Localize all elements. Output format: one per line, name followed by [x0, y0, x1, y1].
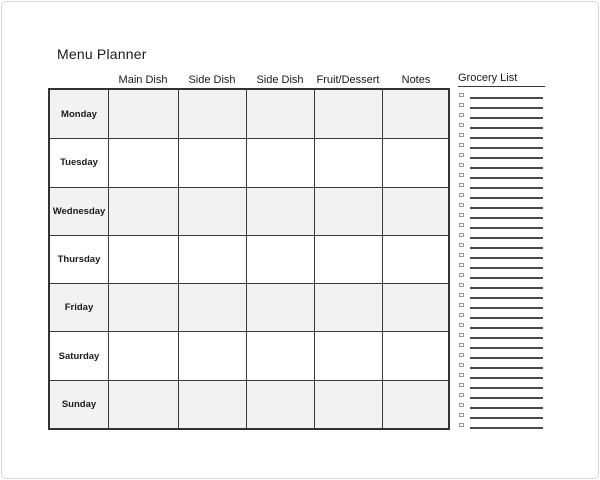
meal-cell[interactable]	[178, 381, 246, 428]
grocery-item[interactable]	[458, 169, 545, 179]
grocery-item[interactable]	[458, 259, 545, 269]
checkbox-icon[interactable]	[459, 193, 464, 198]
meal-cell[interactable]	[314, 284, 382, 331]
meal-cell[interactable]	[314, 236, 382, 283]
write-line	[470, 97, 544, 99]
write-line	[470, 397, 544, 399]
grocery-item[interactable]	[458, 389, 545, 399]
planner-row	[50, 283, 448, 331]
meal-cell[interactable]	[178, 90, 246, 138]
meal-cell[interactable]	[108, 381, 178, 428]
meal-cell[interactable]	[382, 332, 448, 379]
write-line	[470, 117, 544, 119]
write-line	[470, 157, 544, 159]
checkbox-icon[interactable]	[459, 313, 464, 318]
column-header-side-dish-2: Side Dish	[256, 74, 304, 86]
meal-cell[interactable]	[108, 139, 178, 186]
day-label: Monday	[61, 108, 97, 120]
write-line	[470, 327, 544, 329]
meal-cell[interactable]	[108, 90, 178, 138]
meal-cell[interactable]	[246, 236, 314, 283]
write-line	[470, 337, 544, 339]
grocery-item[interactable]	[458, 149, 545, 159]
write-line	[470, 207, 544, 209]
meal-cell[interactable]	[246, 284, 314, 331]
write-line	[470, 367, 544, 369]
grocery-item[interactable]	[458, 219, 545, 229]
meal-cell[interactable]	[314, 139, 382, 186]
page-title: Menu Planner	[57, 46, 147, 62]
write-line	[470, 427, 544, 429]
write-line	[470, 187, 544, 189]
grocery-items	[458, 89, 545, 429]
write-line	[470, 307, 544, 309]
grocery-item[interactable]	[458, 339, 545, 349]
meal-cell[interactable]	[314, 381, 382, 428]
write-line	[470, 167, 544, 169]
grocery-item[interactable]	[458, 109, 545, 119]
write-line	[470, 407, 544, 409]
meal-cell[interactable]	[382, 188, 448, 235]
day-label: Sunday	[61, 398, 97, 410]
column-header-side-dish-1: Side Dish	[188, 74, 236, 86]
grocery-item[interactable]	[458, 359, 545, 369]
checkbox-icon[interactable]	[459, 203, 464, 208]
checkbox-icon[interactable]	[459, 103, 464, 108]
checkbox-icon[interactable]	[459, 143, 464, 148]
planner-row	[50, 235, 448, 283]
checkbox-icon[interactable]	[459, 333, 464, 338]
meal-cell[interactable]	[108, 188, 178, 235]
checkbox-icon[interactable]	[459, 153, 464, 158]
checkbox-icon[interactable]	[459, 223, 464, 228]
meal-cell[interactable]	[178, 284, 246, 331]
write-line	[470, 227, 544, 229]
checkbox-icon[interactable]	[459, 113, 464, 118]
planner-row	[50, 90, 448, 138]
write-line	[470, 297, 544, 299]
grocery-item[interactable]	[458, 199, 545, 209]
write-line	[470, 237, 544, 239]
checkbox-icon[interactable]	[459, 123, 464, 128]
checkbox-icon[interactable]	[459, 283, 464, 288]
checkbox-icon[interactable]	[459, 243, 464, 248]
grocery-item[interactable]	[458, 179, 545, 189]
column-header-main-dish: Main Dish	[118, 74, 168, 86]
write-line	[470, 197, 544, 199]
grocery-item[interactable]	[458, 139, 545, 149]
checkbox-icon[interactable]	[459, 353, 464, 358]
grocery-item[interactable]	[458, 129, 545, 139]
write-line	[470, 177, 544, 179]
grocery-item[interactable]	[458, 409, 545, 419]
planner-table	[48, 88, 450, 430]
checkbox-icon[interactable]	[459, 163, 464, 168]
checkbox-icon[interactable]	[459, 273, 464, 278]
write-line	[470, 267, 544, 269]
meal-cell[interactable]	[246, 332, 314, 379]
meal-cell[interactable]	[314, 90, 382, 138]
grocery-item[interactable]	[458, 379, 545, 389]
checkbox-icon[interactable]	[459, 423, 464, 428]
write-line	[470, 417, 544, 419]
grocery-item[interactable]	[458, 89, 545, 99]
grocery-item[interactable]	[458, 289, 545, 299]
grocery-item[interactable]	[458, 249, 545, 259]
column-header-notes: Notes	[401, 74, 431, 86]
write-line	[470, 137, 544, 139]
grocery-item[interactable]	[458, 299, 545, 309]
column-headers	[48, 73, 450, 88]
write-line	[470, 127, 544, 129]
meal-cell[interactable]	[246, 188, 314, 235]
meal-cell[interactable]	[382, 139, 448, 186]
write-line	[470, 147, 544, 149]
checkbox-icon[interactable]	[459, 253, 464, 258]
checkbox-icon[interactable]	[459, 133, 464, 138]
checkbox-icon[interactable]	[459, 93, 464, 98]
meal-cell[interactable]	[314, 188, 382, 235]
write-line	[470, 287, 544, 289]
grocery-item[interactable]	[458, 119, 545, 129]
grocery-item[interactable]	[458, 99, 545, 109]
meal-cell[interactable]	[314, 332, 382, 379]
meal-cell[interactable]	[108, 332, 178, 379]
checkbox-icon[interactable]	[459, 293, 464, 298]
checkbox-icon[interactable]	[459, 233, 464, 238]
meal-cell[interactable]	[178, 236, 246, 283]
day-label: Saturday	[58, 350, 100, 362]
checkbox-icon[interactable]	[459, 363, 464, 368]
write-line	[470, 107, 544, 109]
planner-row	[50, 380, 448, 428]
write-line	[470, 247, 544, 249]
meal-cell[interactable]	[108, 284, 178, 331]
write-line	[470, 387, 544, 389]
checkbox-icon[interactable]	[459, 173, 464, 178]
grocery-item[interactable]	[458, 279, 545, 289]
planner-row	[50, 138, 448, 186]
checkbox-icon[interactable]	[459, 263, 464, 268]
meal-cell[interactable]	[246, 90, 314, 138]
meal-cell[interactable]	[246, 381, 314, 428]
day-label: Tuesday	[60, 157, 98, 169]
grocery-item[interactable]	[458, 319, 545, 329]
write-line	[470, 377, 544, 379]
grocery-item[interactable]	[458, 419, 545, 429]
day-label: Wednesday	[52, 205, 106, 217]
planner-row	[50, 331, 448, 379]
checkbox-icon[interactable]	[459, 403, 464, 408]
meal-cell[interactable]	[178, 139, 246, 186]
checkbox-icon[interactable]	[459, 303, 464, 308]
day-column-spacer	[48, 73, 108, 88]
write-line	[470, 357, 544, 359]
checkbox-icon[interactable]	[459, 323, 464, 328]
checkbox-icon[interactable]	[459, 393, 464, 398]
day-label: Friday	[64, 302, 94, 314]
meal-cell[interactable]	[178, 332, 246, 379]
grocery-item[interactable]	[458, 209, 545, 219]
checkbox-icon[interactable]	[459, 183, 464, 188]
checkbox-icon[interactable]	[459, 343, 464, 348]
write-line	[470, 257, 544, 259]
grocery-item[interactable]	[458, 229, 545, 239]
meal-cell[interactable]	[382, 236, 448, 283]
write-line	[470, 217, 544, 219]
checkbox-icon[interactable]	[459, 373, 464, 378]
grocery-item[interactable]	[458, 269, 545, 279]
meal-cell[interactable]	[382, 381, 448, 428]
column-header-fruit-dessert: Fruit/Dessert	[316, 74, 380, 86]
checkbox-icon[interactable]	[459, 383, 464, 388]
meal-cell[interactable]	[382, 284, 448, 331]
meal-cell[interactable]	[108, 236, 178, 283]
grocery-item[interactable]	[458, 189, 545, 199]
grocery-item[interactable]	[458, 349, 545, 359]
meal-cell[interactable]	[178, 188, 246, 235]
grocery-item[interactable]	[458, 369, 545, 379]
grocery-item[interactable]	[458, 399, 545, 409]
checkbox-icon[interactable]	[459, 413, 464, 418]
meal-cell[interactable]	[246, 139, 314, 186]
meal-cell[interactable]	[382, 90, 448, 138]
checkbox-icon[interactable]	[459, 213, 464, 218]
grocery-list-title: Grocery List	[458, 72, 545, 87]
grocery-item[interactable]	[458, 239, 545, 249]
write-line	[470, 317, 544, 319]
day-label: Thursday	[57, 254, 101, 266]
write-line	[470, 277, 544, 279]
planner-row	[50, 187, 448, 235]
grocery-item[interactable]	[458, 159, 545, 169]
grocery-item[interactable]	[458, 309, 545, 319]
grocery-list	[458, 72, 545, 429]
write-line	[470, 347, 544, 349]
grocery-item[interactable]	[458, 329, 545, 339]
